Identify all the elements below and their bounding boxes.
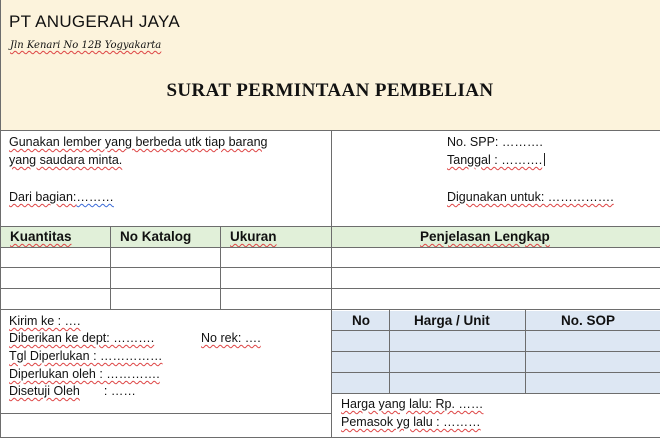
no-rek-text: No rek: …. — [201, 331, 261, 345]
form-header — [0, 0, 660, 131]
company-name: PT ANUGERAH JAYA — [9, 12, 181, 31]
items-cell-r2-c2[interactable] — [111, 268, 220, 288]
divider-items-top — [0, 226, 660, 227]
column-no — [352, 313, 370, 328]
divider-form-bottom — [0, 437, 660, 438]
address-text: Jln Kenari No 12B Yogyakarta — [10, 40, 162, 51]
divider-price-bottom — [332, 393, 660, 394]
column-penjelasan-label: Penjelasan Lengkap — [420, 229, 550, 244]
harga-lalu-text: Harga yang lalu: Rp. …… — [341, 397, 484, 411]
items-cell-r2-c1[interactable] — [0, 268, 110, 288]
tanggal-text: Tanggal : ………. — [447, 153, 543, 167]
price-cell-r2-c3[interactable] — [526, 352, 660, 372]
column-penjelasan-lengkap — [420, 229, 550, 244]
column-no-katalog-label: No Katalog — [120, 229, 192, 244]
instruction-text-2: yang saudara minta. — [9, 153, 123, 167]
company-address — [10, 40, 161, 51]
column-ukuran — [230, 229, 277, 244]
digunakan-untuk-field[interactable] — [447, 190, 614, 204]
pemasok-lalu-field[interactable] — [341, 415, 481, 429]
divider-col-katalog — [220, 226, 221, 310]
divider-items-bottom — [0, 309, 660, 310]
column-no-label: No — [352, 313, 370, 328]
divider-col-no — [389, 309, 390, 394]
disetujui-oleh-value: : …… — [103, 384, 136, 398]
tgl-diperlukan-field[interactable] — [9, 349, 163, 363]
column-harga-label: Harga / Unit — [414, 313, 490, 328]
disetujui-oleh-label: Disetuji Oleh — [9, 384, 80, 398]
tanggal-field[interactable] — [447, 153, 545, 167]
instruction-text-1: Gunakan lember yang berbeda utk tiap barang — [9, 135, 268, 149]
column-ukuran-label: Ukuran — [230, 229, 277, 244]
pemasok-lalu-text: Pemasok yg lalu : ……… — [341, 415, 481, 429]
divider-price-row-1 — [332, 351, 660, 352]
no-spp-field[interactable] — [447, 135, 543, 149]
price-cell-r3-c2[interactable] — [390, 373, 525, 393]
document-title: SURAT PERMINTAAN PEMBELIAN — [166, 80, 494, 101]
price-cell-r2-c1[interactable] — [332, 352, 389, 372]
price-cell-r2-c2[interactable] — [390, 352, 525, 372]
dari-bagian-field[interactable] — [9, 190, 114, 204]
instruction-line-2 — [9, 153, 122, 167]
items-cell-r3-c4[interactable] — [332, 289, 660, 309]
divider-info-top — [0, 130, 660, 131]
kirim-ke-text: Kirim ke : …. — [9, 314, 81, 328]
harga-lalu-field[interactable] — [341, 397, 483, 411]
column-no-sop-label: No. SOP — [561, 313, 616, 328]
price-cell-r1-c2[interactable] — [390, 331, 525, 351]
diberikan-ke-dept-field[interactable] — [9, 331, 154, 345]
price-cell-r3-c3[interactable] — [526, 373, 660, 393]
divider-items-header — [0, 247, 660, 248]
items-cell-r1-c4[interactable] — [332, 247, 660, 267]
divider-center-vertical — [331, 130, 332, 438]
no-rek-field[interactable] — [201, 331, 261, 345]
items-cell-r1-c2[interactable] — [111, 247, 220, 267]
items-cell-r2-c4[interactable] — [332, 268, 660, 288]
items-cell-r3-c2[interactable] — [111, 289, 220, 309]
column-no-katalog — [120, 229, 191, 244]
border-left — [0, 0, 1, 438]
column-harga-unit — [414, 313, 490, 328]
divider-price-header — [332, 330, 660, 331]
dari-bagian-value: ……… — [76, 190, 114, 204]
items-cell-r3-c1[interactable] — [0, 289, 110, 309]
divider-col-harga — [525, 309, 526, 394]
disetujui-oleh-field[interactable] — [9, 384, 136, 398]
digunakan-untuk-text: Digunakan untuk: ……………. — [447, 190, 614, 204]
diperlukan-oleh-field[interactable] — [9, 367, 160, 381]
no-spp-text: No. SPP: ………. — [447, 135, 543, 149]
items-cell-r2-c3[interactable] — [221, 268, 331, 288]
divider-col-kuantitas — [110, 226, 111, 310]
column-no-sop — [561, 313, 615, 328]
items-cell-r3-c3[interactable] — [221, 289, 331, 309]
tgl-diperlukan-text: Tgl Diperlukan : …………… — [9, 349, 163, 363]
items-cell-r1-c1[interactable] — [0, 247, 110, 267]
diberikan-ke-dept-text: Diberikan ke dept: ………. — [9, 331, 155, 345]
kirim-ke-field[interactable] — [9, 314, 81, 328]
price-cell-r1-c3[interactable] — [526, 331, 660, 351]
dari-bagian-label: Dari bagian: — [9, 190, 77, 204]
price-cell-r3-c1[interactable] — [332, 373, 389, 393]
column-kuantitas — [10, 229, 72, 244]
divider-price-row-2 — [332, 372, 660, 373]
items-table-header-bg — [0, 227, 660, 247]
price-cell-r1-c1[interactable] — [332, 331, 389, 351]
divider-delivery-bottom — [0, 413, 332, 414]
column-kuantitas-label: Kuantitas — [10, 229, 72, 244]
divider-items-row-2 — [0, 288, 660, 289]
instruction-line-1 — [9, 135, 268, 149]
text-cursor — [544, 153, 545, 166]
diperlukan-oleh-text: Diperlukan oleh : …………. — [9, 367, 160, 381]
items-cell-r1-c3[interactable] — [221, 247, 331, 267]
divider-items-row-1 — [0, 267, 660, 268]
